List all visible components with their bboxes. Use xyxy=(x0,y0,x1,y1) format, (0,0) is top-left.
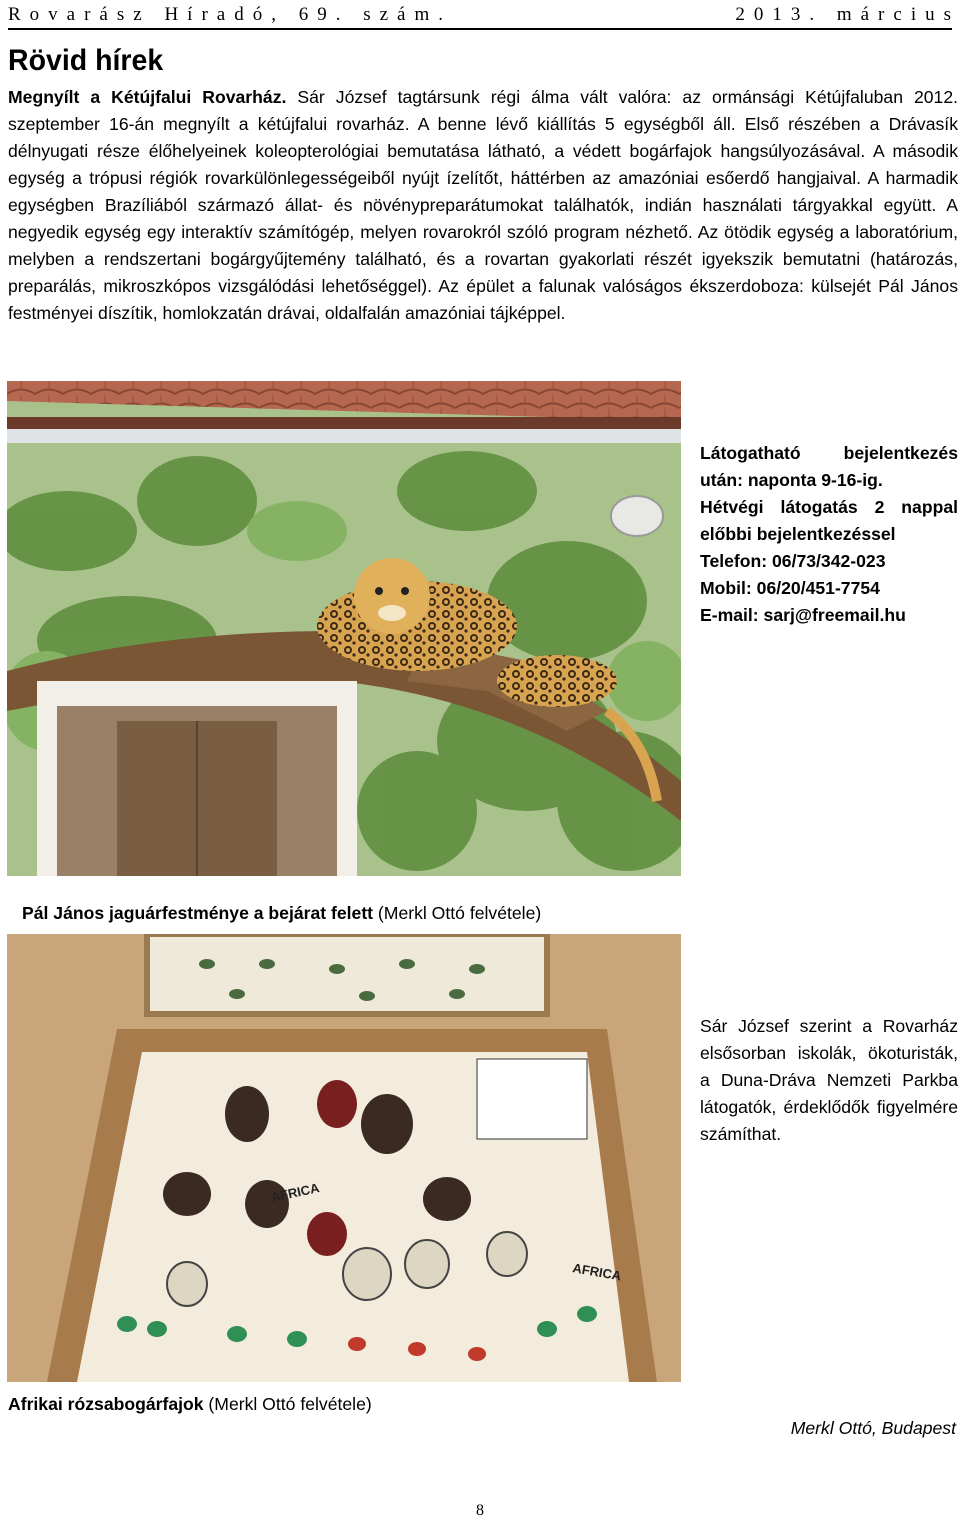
visiting-info xyxy=(700,440,958,629)
mobile-number: Mobil: 06/20/451-7754 xyxy=(700,578,880,598)
running-header xyxy=(8,2,960,30)
jaguar-photo-caption xyxy=(22,901,541,925)
header-publication: Rovarász Híradó, 69. szám. xyxy=(8,4,452,25)
beetle-collection-photo xyxy=(7,934,681,1382)
africa-label-2: AFRICA xyxy=(571,1260,623,1284)
weekend-visit: Hétvégi látogatás 2 nappal előbbi bejelentkezéssel xyxy=(700,497,958,544)
africa-label-1: AFRICA xyxy=(269,1180,321,1205)
article-text xyxy=(8,84,958,327)
caption-credit: (Merkl Ottó felvétele) xyxy=(373,903,542,923)
caption-bold: Pál János jaguárfestménye a bejárat felett xyxy=(22,903,374,923)
article-lead: Megnyílt a Kétújfalui Rovarház. xyxy=(8,87,287,107)
beetle-photo-caption xyxy=(8,1392,372,1416)
caption-credit: (Merkl Ottó felvétele) xyxy=(203,1394,372,1414)
email-address: E-mail: sarj@freemail.hu xyxy=(700,605,906,625)
article-body: Sár József tagtársunk régi álma vált valóra: az ormánsági Kétújfaluban 2012. szeptember 16-án megnyílt a kétújfalui rovarház. A benne lévő kiállítás 5 egységből áll. Első részében a Drávasík délnyugati része élőhelyeinek koleopterológiai bemutatása látható, a védett bogárfajok hangsúlyozásával. A második egység a trópusi régiók rovarkülönlegességeiből nyújt ízelítőt, háttérben az amazóniai esőerdő hangjaival. A harmadik egységben Brazíliából származó állat- és növénypreparátumokat találhatók, indián használati tárgyakkal együtt. A negyedik egység egy interaktív számítógép, melyen rovarokról szóló program nézhető. Az ötödik egység a laboratórium, melyben a rendszertani bogárgyűjtemény található, és a rovartan gyakorlati részét igyekszik bemutatni (határozás, preparálás, mikroszkópos vizsgálódási lehetőséggel). Az épület a falunak valóságos ékszerdoboza: külsejét Pál János festményei díszítik, homlokzatán drávai, oldalfalán amazóniai tájképpel. xyxy=(8,87,958,323)
author-signature: Merkl Ottó, Budapest xyxy=(790,1418,956,1438)
jaguar-mural-photo xyxy=(7,381,681,876)
caption-bold: Afrikai rózsabogárfajok xyxy=(8,1394,204,1414)
page-number: 8 xyxy=(476,1502,484,1519)
rovarhaz-audience-text: Sár József szerint a Rovarház elsősorban iskolák, ökoturisták, a Duna-Dráva Nemzeti Parkba látogatók, érdeklődők figyelmére számíthat. xyxy=(700,1016,958,1144)
visit-hours: Látogatható bejelentkezés után: naponta 9-16-ig. xyxy=(700,443,958,490)
phone-number: Telefon: 06/73/342-023 xyxy=(700,551,886,571)
header-date: 2013. március xyxy=(735,4,960,25)
section-title: Rövid hírek xyxy=(8,44,164,77)
